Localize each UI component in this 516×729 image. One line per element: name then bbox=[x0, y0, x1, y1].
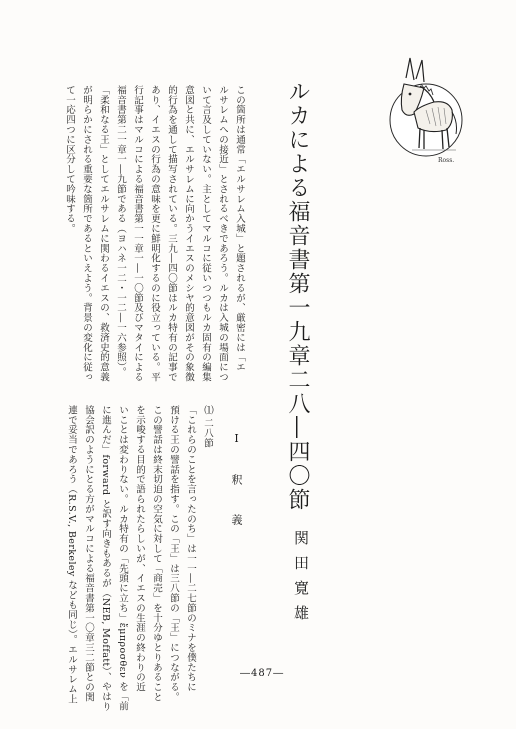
body-column: 預ける王の譬話を指す。この「王」は三八節の「王」につながる。 bbox=[168, 405, 179, 702]
intro-column: が明らかにされる重要な箇所であるといえよう。背景の変化に従っ bbox=[81, 85, 92, 382]
body-column: この譬話は終末切迫の空気に対して「商売」を十分ゆとりあること bbox=[151, 405, 162, 702]
page-title: ルカによる福音書第一九章二八―四〇節 bbox=[285, 80, 310, 512]
intro-column: 的行為を通して描写されている。三九―四〇節はルカ特有の記事で bbox=[166, 85, 177, 382]
body-column: いことは変わりない。ルカ特有の「先頭に立ち」ἔμπροσθεν を「前 bbox=[117, 405, 128, 712]
intro-column: この箇所は通常「エルサレム入城」と題されるが、厳密には「エ bbox=[234, 85, 245, 373]
intro-column: て一応四つに区分して吟味する。 bbox=[64, 85, 75, 234]
donkey-illustration bbox=[386, 48, 466, 182]
body-column: 協会訳のようにとる方がマルコによる福音書第一〇章三二節との関 bbox=[83, 405, 94, 702]
body-column: に進んだ」forward と訳す向きもあるが（NEB, Moffatt）、やはり bbox=[100, 405, 111, 712]
body-column: 連で妥当であろう（R.S.V., Berkeley なども同じ）。エルサレム上 bbox=[66, 405, 77, 705]
intro-column: 行記事はマルコによる福音書第一一章一―一〇節及びマタイによる bbox=[132, 85, 143, 382]
intro-column: ルサレムへの接近」とされるべきであろう。ルカは入城の場面につ bbox=[217, 85, 228, 382]
illustration-signature: Ross. bbox=[438, 157, 455, 164]
section-heading: Ⅰ 釈 義 bbox=[230, 432, 243, 534]
intro-column: 福音書第二一章一―九節である（ヨハネ一二・一二―一六参照）。 bbox=[115, 85, 126, 378]
intro-column: 「柔和なる王」としてエルサレムに関わるイエスの、救済史的意義 bbox=[98, 85, 109, 382]
body-column: を示唆する目的で語られたらしいが、イエスの生涯の終わりの近 bbox=[134, 405, 145, 693]
body-column: 「これらのことを言ったのち」は一一―二七節のミナを僕たちに bbox=[185, 405, 196, 693]
subsection-heading: ⑴ 二八節 bbox=[202, 405, 213, 449]
page-number: ―487― bbox=[240, 668, 285, 679]
author-name: 関田寛雄 bbox=[292, 530, 310, 630]
intro-column: あり、イエスの行為の意味を更に鮮明化するのに役立っている。平 bbox=[149, 85, 160, 382]
intro-column: 意図と共に、エルサレムに向かうイエスのメシヤ的意図がその象徴 bbox=[183, 85, 194, 382]
intro-column: いて言及していない。主としてマルコに従いつつもルカ固有の編集 bbox=[200, 85, 211, 382]
